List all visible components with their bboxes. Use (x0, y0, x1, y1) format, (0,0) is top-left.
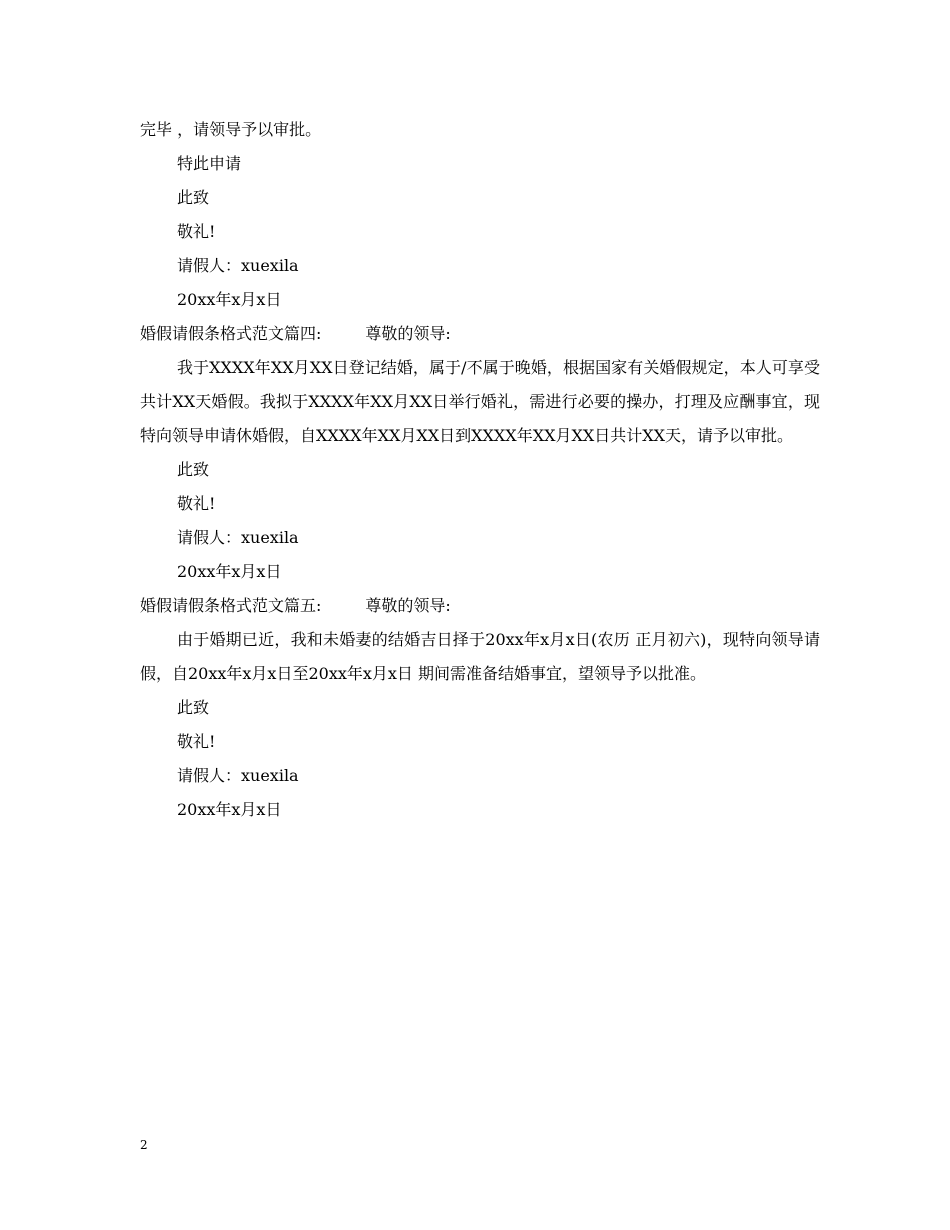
section5-salutation-2: 敬礼! (177, 732, 216, 751)
section-title-5: 婚假请假条格式范文篇五: (140, 596, 322, 615)
section-addressee-4: 尊敬的领导: (365, 324, 451, 343)
continuation-line: 完毕 ，请领导予以审批。 (140, 120, 322, 139)
salutation-line-2: 敬礼! (177, 222, 216, 241)
section5-date: 20xx年x月x日 (177, 800, 282, 819)
document-body (140, 113, 820, 827)
applicant-line: 请假人：xuexila (177, 256, 299, 275)
section4-applicant: 请假人：xuexila (177, 528, 299, 547)
section4-date: 20xx年x月x日 (177, 562, 282, 581)
section-heading-5 (140, 589, 820, 623)
section-heading-4 (140, 317, 820, 351)
section4-salutation-2: 敬礼! (177, 494, 216, 513)
section-body-5: 由于婚期已近，我和未婚妻的结婚吉日择于20xx年x月x日(农历 正月初六)，现特向领导请假，自20xx年x月x日至20xx年x月x日 期间需准备结婚事宜，望领导予以批准。 (140, 630, 820, 683)
section-title-4: 婚假请假条格式范文篇四: (140, 324, 322, 343)
section-body-4: 我于XXXX年XX月XX日登记结婚，属于/不属于晚婚，根据国家有关婚假规定，本人可享受共计XX天婚假。我拟于XXXX年XX月XX日举行婚礼，需进行必要的操办，打理及应酬事宜，现特向领导申请休婚假，自XXXX年XX月XX日到XXXX年XX月XX日共计XX天，请予以审批。 (140, 358, 820, 445)
section5-applicant: 请假人：xuexila (177, 766, 299, 785)
closing-request: 特此申请 (177, 154, 242, 173)
section-addressee-5: 尊敬的领导: (365, 596, 451, 615)
date-line: 20xx年x月x日 (177, 290, 282, 309)
section4-salutation-1: 此致 (177, 460, 210, 479)
salutation-line-1: 此致 (177, 188, 210, 207)
page-number: 2 (140, 1138, 148, 1152)
section5-salutation-1: 此致 (177, 698, 210, 717)
